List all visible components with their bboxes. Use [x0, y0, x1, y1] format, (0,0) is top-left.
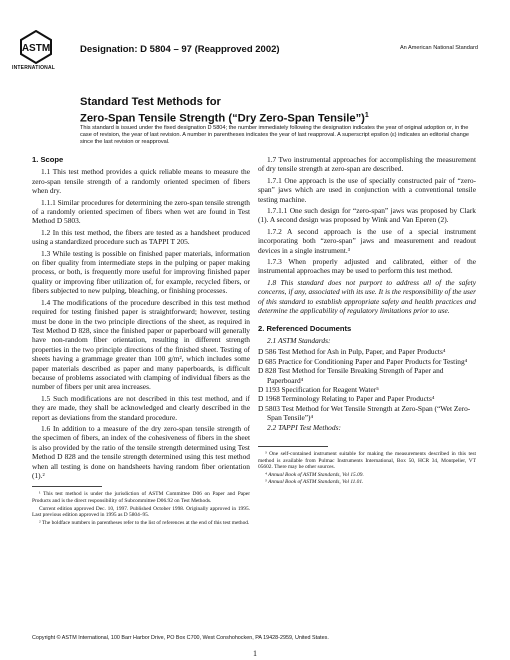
- left-column: [32, 155, 250, 527]
- ref-d1193: D 1193 Specification for Reagent Water⁵: [258, 384, 379, 394]
- para-1-6: 1.6 In addition to a measure of the dry zero-span tensile strength of the specimen of fibers, an index of the cohesiveness of fibers in the sheet is also provided by the ratio of the tensile strength determined using Test Method D 828 and the tensile strength determined using this test method when all testing is done on handsheets having random fiber orientation (1).²: [32, 423, 250, 480]
- title-footnote-marker: 1: [364, 112, 369, 119]
- designation: Designation: D 5804 – 97 (Reapproved 2002): [80, 44, 280, 55]
- para-1-7-3: 1.7.3 When properly adjusted and calibrated, either of the instrumental approaches may be used to perform this test method.: [258, 257, 476, 276]
- footnote-5: ⁵ Annual Book of ASTM Standards, Vol 11.01.: [265, 479, 364, 486]
- para-1-8: 1.8 This standard does not purport to address all of the safety concerns, if any, associated with its use. It is the responsibility of the user of this standard to establish appropriate safety and health practices and determine the applicability of regulatory limitations prior to use.: [258, 277, 476, 316]
- ref-d1968: D 1968 Terminology Relating to Paper and Paper Products⁴: [258, 394, 435, 404]
- para-1-2: 1.2 In this test method, the fibers are tested as a handsheet produced using a standardized procedure such as TAPPI T 205.: [32, 227, 250, 247]
- footnote-1-edition: Current edition approved Dec. 10, 1997. Published October 1998. Originally approved in 1995. Last previous edition approved in 1995 as D 5804–95.: [32, 505, 250, 519]
- para-1-3: 1.3 While testing is possible on finished paper materials, information on fiber quality from intermediate steps in the pulping or paper making process, or both, is frequently more useful for improving finished paper quality or improving fiber utilization of, for example, recycled fibers, or fibers subjected to new pulping, bleaching, or finishing processes.: [32, 248, 250, 296]
- footnote-1: ¹ This test method is under the jurisdiction of ASTM Committee D06 on Paper and Paper Products and is the direct responsibility of Subcommittee D06.92 on Test Methods.: [32, 491, 250, 504]
- standard-title: [80, 96, 480, 126]
- para-1-7-1: 1.7.1 One approach is the use of specially constructed pair of “zero-span” jaws which are used in conjunction with a conventional tensile testing machine.: [258, 175, 476, 204]
- american-national-standard: An American National Standard: [399, 45, 478, 51]
- right-column: [258, 155, 476, 487]
- footnote-2: ² The boldface numbers in parentheses refer to the list of references at the end of this test method.: [39, 519, 250, 526]
- page-number: 1: [253, 649, 257, 658]
- logo-caption: INTERNATIONAL: [12, 65, 56, 71]
- svg-text:ASTM: ASTM: [21, 43, 51, 54]
- astm-logo: [18, 30, 54, 64]
- ref-d685: D 685 Practice for Conditioning Paper and Paper Products for Testing⁴: [258, 356, 468, 366]
- astm-standards-label: 2.1 ASTM Standards:: [267, 335, 331, 345]
- para-1-1-1: 1.1.1 Similar procedures for determining the zero-span tensile strength of a randomly oriented specimen of fibers when wet are found in Test Method D 5803.: [32, 197, 250, 226]
- title-line-2: Zero-Span Tensile Strength (“Dry Zero-Span Tensile”)$^1$: [80, 112, 369, 125]
- ref-d828: D 828 Test Method for Tensile Breaking Strength of Paper and Paperboard⁴: [258, 366, 444, 385]
- title-line-1: Standard Test Methods for: [80, 96, 221, 108]
- copyright-line: Copyright © ASTM International, 100 Barr Harbor Drive, PO Box C700, West Conshohocken, PA 19428-2959, United States.: [32, 635, 329, 641]
- footnote-rule-right: [258, 446, 328, 447]
- footnote-rule: [32, 486, 102, 487]
- ref-d586: D 586 Test Method for Ash in Pulp, Paper, and Paper Products⁴: [258, 347, 446, 357]
- footnote-4: ⁴ Annual Book of ASTM Standards, Vol 15.09.: [265, 471, 364, 478]
- para-1-1: 1.1 This test method provides a quick reliable means to measure the zero-span tensile strength of a randomly oriented specimen of fibers when dry.: [32, 167, 250, 196]
- tappi-methods-label: 2.2 TAPPI Test Methods:: [267, 422, 341, 432]
- referenced-documents-heading: 2. Referenced Documents: [258, 323, 352, 333]
- scope-heading: 1. Scope: [32, 155, 64, 164]
- para-1-7: 1.7 Two instrumental approaches for accomplishing the measurement of dry tensile strength at zero-span are described.: [258, 155, 476, 174]
- para-1-7-1-1: 1.7.1.1 One such design for “zero-span” jaws was proposed by Clark (1). A second design was proposed by Wink and Van Eperen (2).: [258, 206, 476, 225]
- issuance-note: This standard is issued under the fixed designation D 5804; the number immediately following the designation indicates the year of original adoption or, in the case of revision, the year of last revision. A number in parentheses indicates the year of last reapproval. A superscript epsilon (ε) indicates an editorial change since the last revision or reapproval.: [80, 125, 469, 146]
- para-1-7-2: 1.7.2 A second approach is the use of a special instrument incorporating both “zero-span” jaws and measurement and readout devices in a single instrument.³: [258, 226, 476, 255]
- para-1-4: 1.4 The modifications of the procedure described in this test method required for testing finished paper is straightforward; however, testing must be done in the two principle directions of the sheet, as required in Test Method D 828, since the finished paper or paperboard will generally have non-random fiber orientation, resulting in different strength properties in the two principle directions of the finished sheet. Testing of sheets having a grammage greater than 100 g/m², which includes some paper materials described as paper and many paperboards, is difficult because of problems associated with clamping of individual fibers as the number of fibers per unit area increases.: [32, 297, 250, 392]
- para-1-5: 1.5 Such modifications are not described in this test method, and if they are made, they shall be acknowledged and clearly described in the report as deviations from the standard procedure.: [32, 393, 250, 422]
- ref-d5803: D 5803 Test Method for Wet Tensile Strength at Zero-Span (“Wet Zero-Span Tensile”)⁴: [258, 403, 471, 423]
- footnote-3: ³ One self-contained instrument suitable for making the measurements described in this test method is available from Pulmac Instruments International, Box 50, HCR 34, Montpelier, VT 05602. There may be other sources.: [258, 450, 476, 471]
